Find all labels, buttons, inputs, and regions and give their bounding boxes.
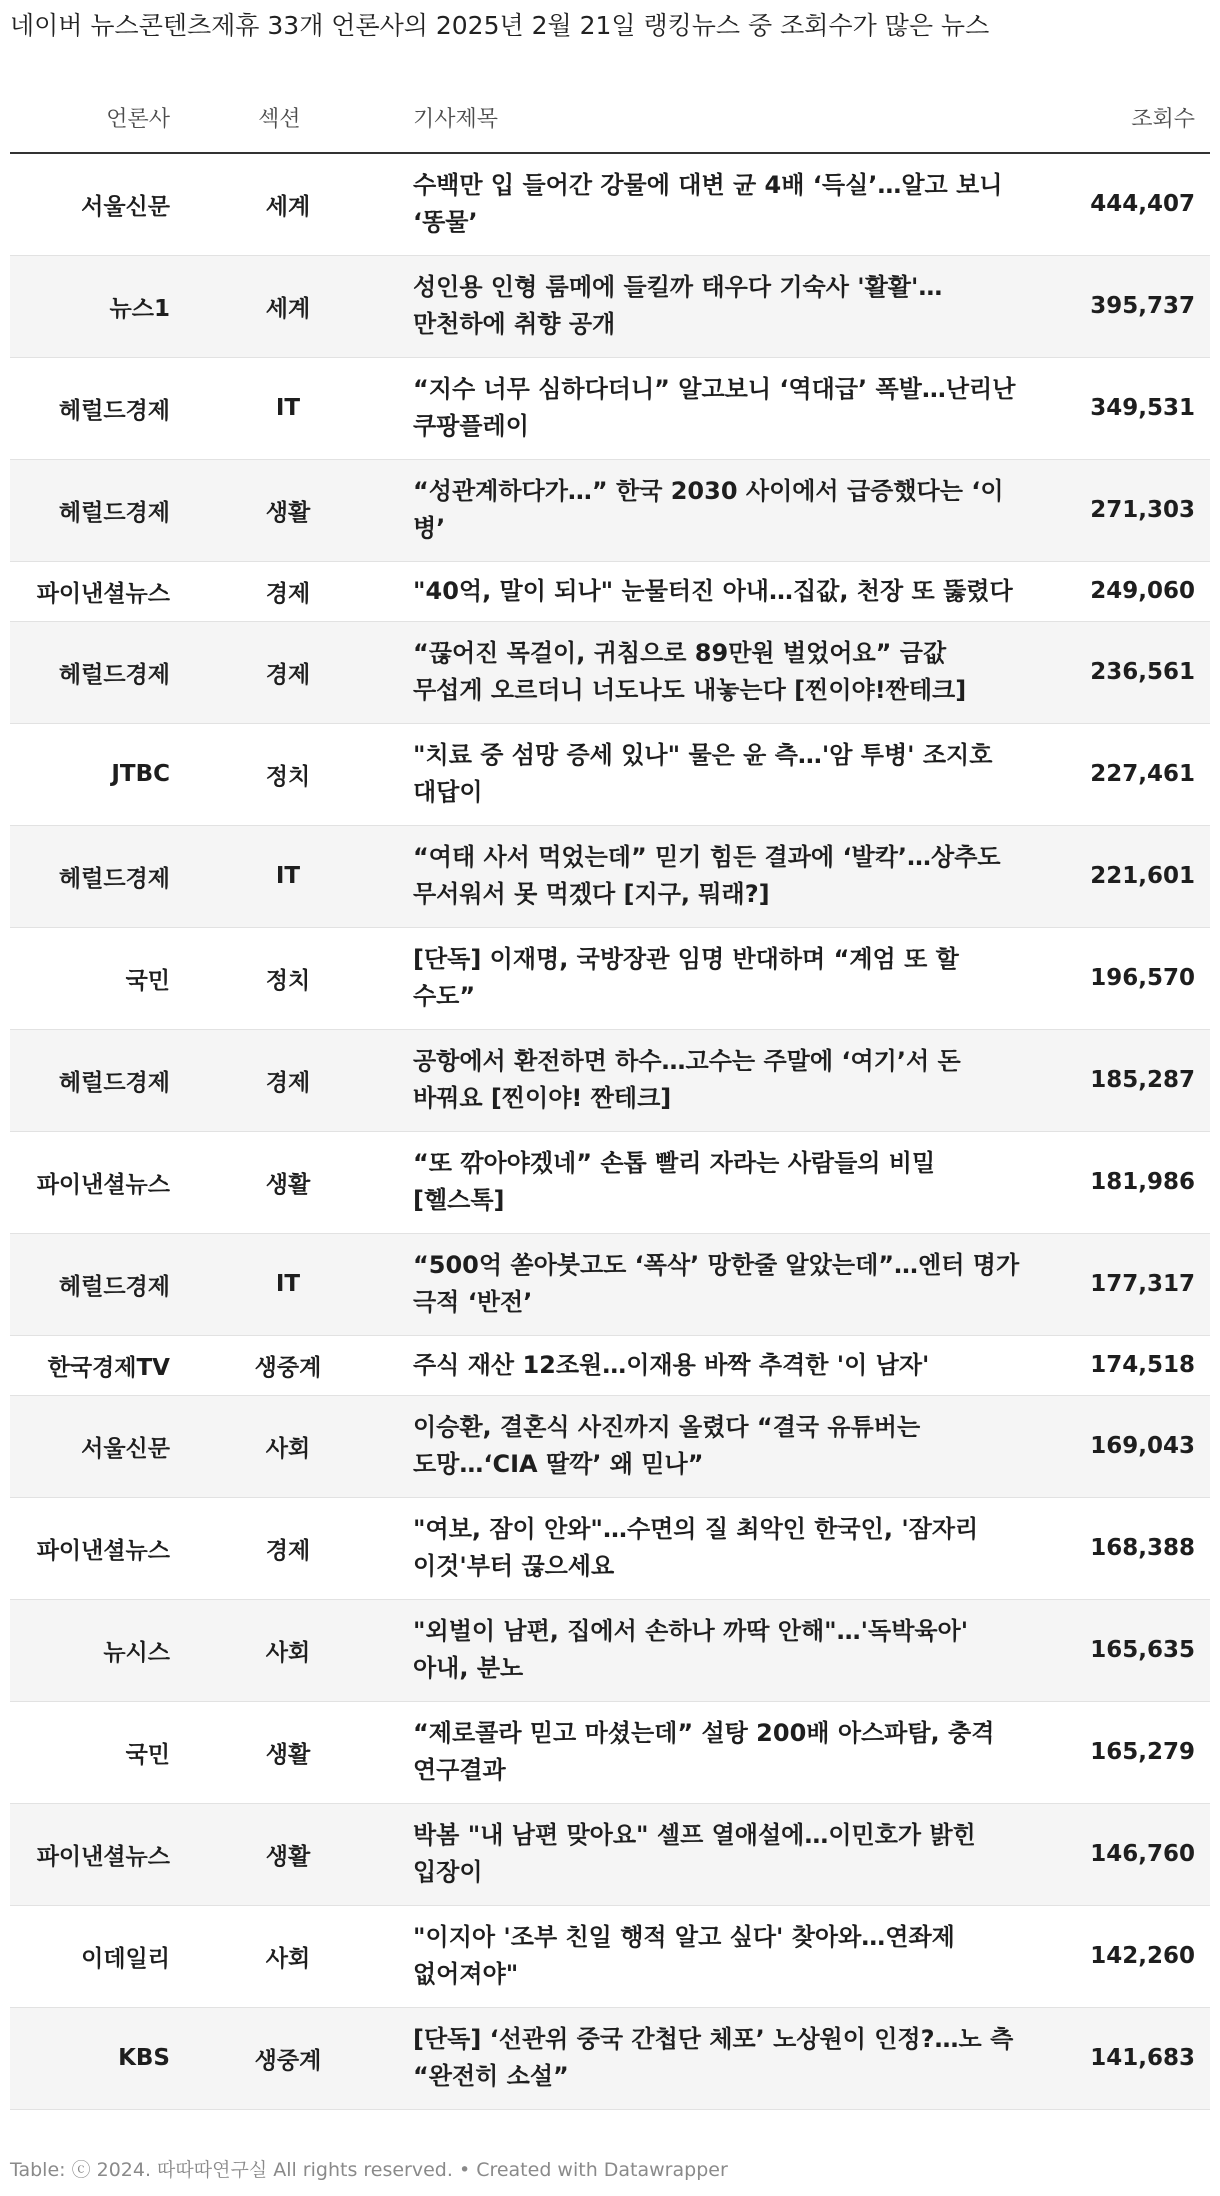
views-cell: 221,601: [1090, 863, 1195, 889]
table-row: [10, 1131, 1210, 1233]
table-row: [10, 723, 1210, 825]
table-row: [10, 621, 1210, 723]
publisher-cell: 한국경제TV: [47, 1354, 170, 1381]
table-row: [10, 1029, 1210, 1131]
publisher-cell: 헤럴드경제: [58, 397, 170, 424]
headline-cell: “제로콜라 믿고 마셨는데” 설탕 200배 아스파탐, 충격 연구결과: [413, 1719, 995, 1784]
section-cell: IT: [275, 395, 301, 421]
publisher-cell: 파이낸셜뉴스: [36, 580, 170, 607]
headline-cell: “여태 사서 먹었는데” 믿기 힘든 결과에 ‘발칵’…상추도 무서워서 못 먹겠다 [지구, 뭐래?]: [413, 843, 1001, 908]
section-cell: 생중계: [254, 1354, 322, 1381]
publisher-cell: 헤럴드경제: [58, 499, 170, 526]
publisher-cell: 서울신문: [81, 1435, 170, 1462]
headline-cell: “500억 쏟아붓고도 ‘폭삭’ 망한줄 알았는데”…엔터 명가 극적 ‘반전’: [413, 1251, 1020, 1316]
headline-cell: "이지아 '조부 친일 행적 알고 싶다' 찾아와…연좌제 없어져야": [413, 1923, 955, 1988]
headline-cell: 성인용 인형 룸메에 들킬까 태우다 기숙사 '활활'…만천하에 취향 공개: [413, 273, 943, 338]
headline-cell: “지수 너무 심하다더니” 알고보니 ‘역대급’ 폭발…난리난 쿠팡플레이: [413, 375, 1016, 440]
headline-cell: "40억, 말이 되나" 눈물터진 아내…집값, 천장 또 뚫렸다: [413, 576, 1013, 605]
views-cell: 185,287: [1090, 1067, 1195, 1093]
table-body: [10, 153, 1210, 2109]
views-cell: 174,518: [1090, 1352, 1195, 1378]
section-cell: IT: [275, 863, 301, 889]
table-row: [10, 561, 1210, 621]
table-row: [10, 1701, 1210, 1803]
publisher-cell: KBS: [118, 2045, 170, 2071]
views-cell: 444,407: [1090, 191, 1195, 218]
publisher-cell: 뉴스1: [109, 295, 170, 322]
views-cell: 177,317: [1090, 1271, 1195, 1297]
views-cell: 196,570: [1090, 965, 1195, 991]
section-cell: 세계: [265, 193, 311, 220]
publisher-cell: 뉴시스: [103, 1639, 170, 1666]
headline-cell: “끊어진 목걸이, 귀침으로 89만원 벌었어요” 금값 무섭게 오르더니 너도나도 내놓는다 [찐이야!짠테크]: [413, 639, 967, 704]
views-cell: 181,986: [1090, 1169, 1195, 1195]
section-cell: 사회: [265, 1639, 311, 1666]
header-row: [10, 82, 1210, 153]
publisher-cell: 서울신문: [81, 193, 170, 220]
views-cell: 168,388: [1090, 1535, 1195, 1561]
publisher-cell: 파이낸셜뉴스: [36, 1537, 170, 1564]
views-cell: 141,683: [1090, 2045, 1195, 2071]
headline-cell: "여보, 잠이 안와"…수면의 질 최악인 한국인, '잠자리 이것'부터 끊으세요: [413, 1515, 979, 1580]
section-cell: 생중계: [254, 2047, 322, 2074]
publisher-cell: 헤럴드경제: [58, 865, 170, 892]
section-cell: 생활: [265, 1171, 311, 1198]
table-row: [10, 1497, 1210, 1599]
headline-cell: 수백만 입 들어간 강물에 대변 균 4배 ‘득실’…알고 보니 ‘똥물’: [413, 171, 1003, 237]
ranking-news-table: [10, 82, 1210, 2110]
section-cell: 세계: [265, 295, 311, 322]
section-cell: 사회: [265, 1945, 311, 1972]
column-header-headline[interactable]: 기사제목: [410, 82, 1040, 153]
table-row: [10, 1803, 1210, 1905]
publisher-cell: 파이낸셜뉴스: [36, 1843, 170, 1870]
table-row: [10, 2007, 1210, 2109]
headline-cell: "외벌이 남편, 집에서 손하나 까딱 안해"…'독박육아' 아내, 분노: [413, 1617, 969, 1682]
section-cell: 생활: [265, 1741, 311, 1768]
views-cell: 395,737: [1090, 293, 1195, 319]
table-row: [10, 153, 1210, 255]
column-header-publisher[interactable]: 언론사: [10, 82, 178, 153]
section-cell: 정치: [265, 967, 311, 994]
views-cell: 165,635: [1090, 1637, 1195, 1663]
section-cell: 경제: [265, 1537, 311, 1564]
section-cell: 정치: [265, 763, 311, 790]
table-title: 네이버 뉴스콘텐츠제휴 33개 언론사의 2025년 2월 21일 랭킹뉴스 중 조회수가 많은 뉴스: [10, 11, 990, 40]
table-row: [10, 1395, 1210, 1497]
section-cell: 경제: [265, 661, 311, 688]
views-cell: 169,043: [1090, 1433, 1195, 1459]
section-cell: 사회: [265, 1435, 311, 1462]
headline-cell: [단독] ‘선관위 중국 간첩단 체포’ 노상원이 인정?…노 측 “완전히 소설”: [413, 2025, 1014, 2090]
publisher-cell: 국민: [125, 967, 170, 994]
table-row: [10, 255, 1210, 357]
headline-cell: “성관계하다가…” 한국 2030 사이에서 급증했다는 ‘이 병’: [413, 477, 1004, 542]
table-row: [10, 927, 1210, 1029]
table-row: [10, 459, 1210, 561]
publisher-cell: 헤럴드경제: [58, 1069, 170, 1096]
views-cell: 271,303: [1090, 497, 1195, 523]
section-cell: 생활: [265, 1843, 311, 1870]
publisher-cell: 이데일리: [81, 1945, 170, 1972]
headline-cell: 공항에서 환전하면 하수…고수는 주말에 ‘여기’서 돈 바꿔요 [찐이야! 짠테크]: [413, 1047, 961, 1112]
publisher-cell: 국민: [125, 1741, 170, 1768]
views-cell: 142,260: [1090, 1943, 1195, 1969]
section-cell: IT: [275, 1271, 301, 1297]
views-cell: 146,760: [1090, 1841, 1195, 1867]
publisher-cell: 헤럴드경제: [58, 661, 170, 688]
headline-cell: "치료 중 섬망 증세 있나" 물은 윤 측…'암 투병' 조지호 대답이: [413, 741, 993, 806]
views-cell: 227,461: [1090, 761, 1195, 787]
section-cell: 생활: [265, 499, 311, 526]
publisher-cell: 헤럴드경제: [58, 1273, 170, 1300]
headline-cell: 이승환, 결혼식 사진까지 올렸다 “결국 유튜버는 도망…‘CIA 딸깍’ 왜 믿나”: [413, 1413, 921, 1478]
publisher-cell: 파이낸셜뉴스: [36, 1171, 170, 1198]
section-cell: 경제: [265, 1069, 311, 1096]
headline-cell: 박봄 "내 남편 맞아요" 셀프 열애설에…이민호가 밝힌 입장이: [413, 1821, 976, 1886]
views-cell: 249,060: [1090, 578, 1195, 604]
section-cell: 경제: [265, 580, 311, 607]
table-row: [10, 1233, 1210, 1335]
views-cell: 236,561: [1090, 659, 1195, 685]
table-row: [10, 825, 1210, 927]
views-cell: 165,279: [1090, 1739, 1195, 1765]
column-header-section[interactable]: 섹션: [178, 82, 410, 153]
table-row: [10, 1905, 1210, 2007]
publisher-cell: JTBC: [111, 761, 170, 787]
table-row: [10, 357, 1210, 459]
table-header: [10, 82, 1210, 153]
views-cell: 349,531: [1090, 395, 1195, 421]
headline-cell: “또 깎아야겠네” 손톱 빨리 자라는 사람들의 비밀 [헬스톡]: [413, 1149, 936, 1214]
column-header-views[interactable]: 조회수: [1040, 82, 1210, 153]
headline-cell: [단독] 이재명, 국방장관 임명 반대하며 “계엄 또 할 수도”: [413, 945, 959, 1010]
table-row: [10, 1335, 1210, 1395]
headline-cell: 주식 재산 12조원…이재용 바짝 추격한 '이 남자': [413, 1350, 930, 1379]
table-row: [10, 1599, 1210, 1701]
table-footer-credit: Table: ⓒ 2024. 따따따연구실 All rights reserved. • Created with Datawrapper: [10, 2159, 728, 2181]
